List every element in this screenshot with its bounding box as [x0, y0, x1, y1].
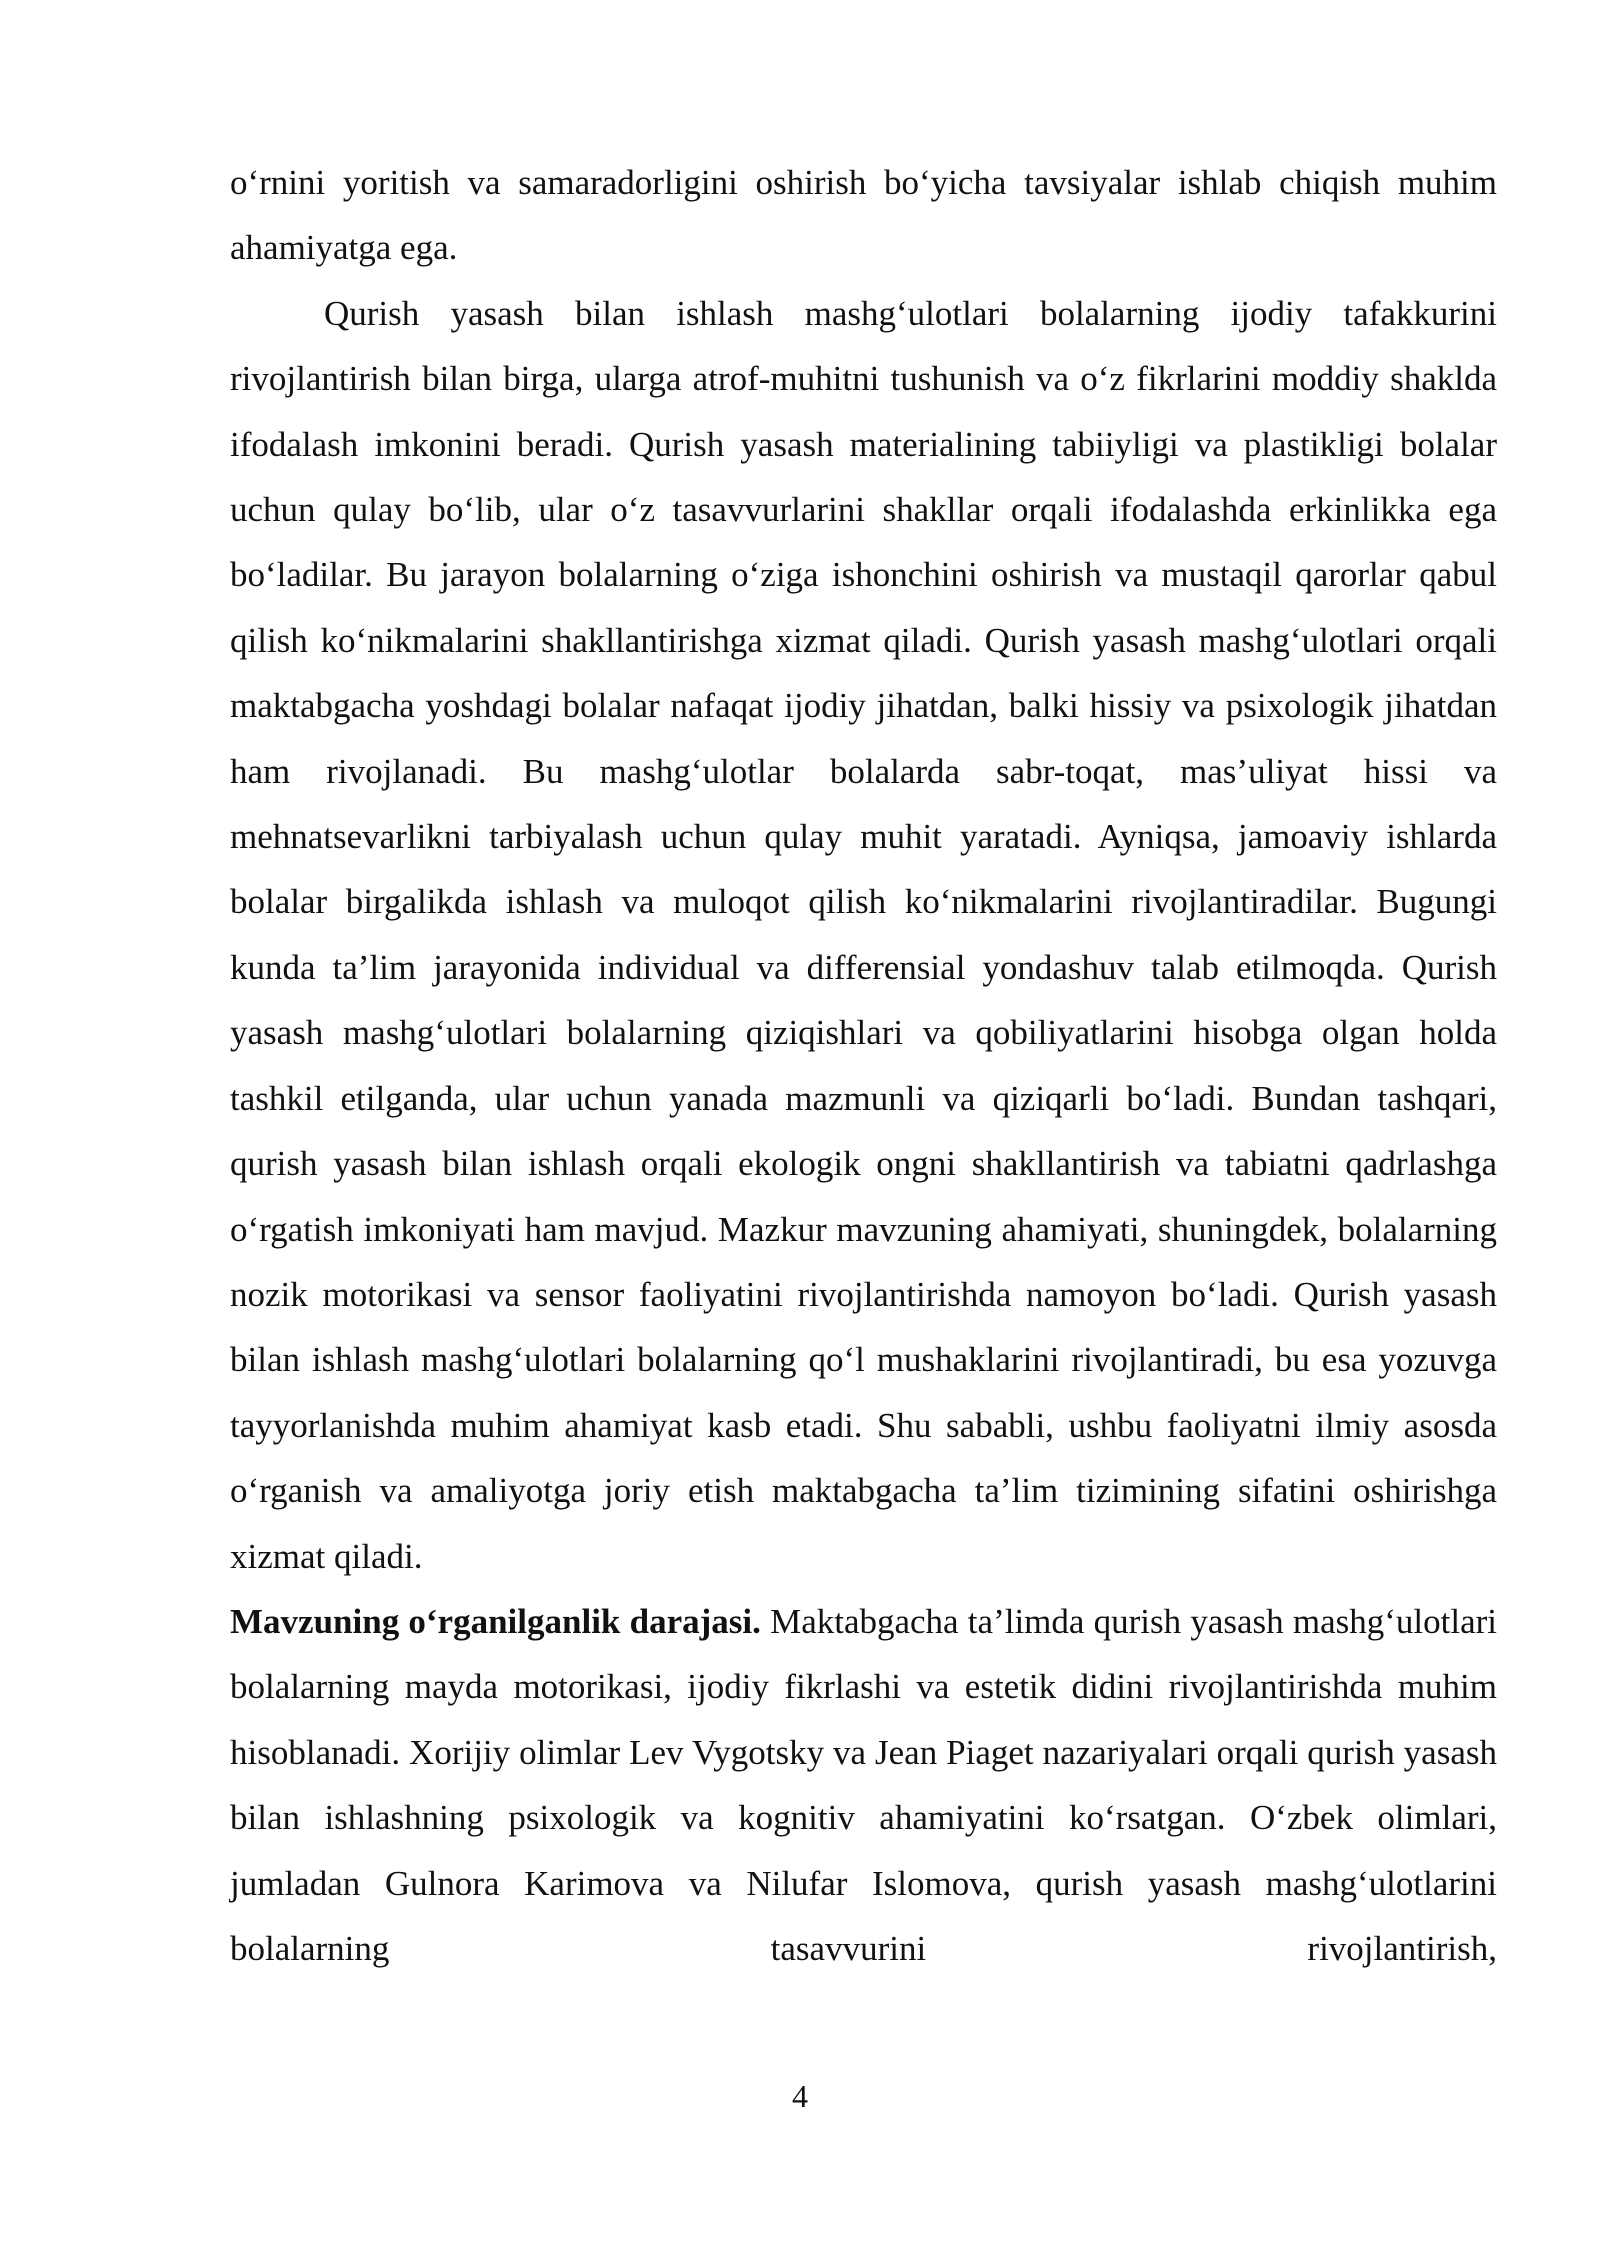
document-page: [230, 150, 1497, 1981]
paragraph-intro: o‘rnini yoritish va samaradorligini oshirish bo‘yicha tavsiyalar ishlab chiqish muhim ahamiyatga ega.: [230, 163, 1497, 268]
section-body-text: Maktabgacha ta’limda qurish yasash mashg‘ulotlari bolalarning mayda motorikasi, ijodiy fikrlashi va estetik didini rivojlantirishda muhim hisoblanadi. Xorijiy olimlar Lev Vygotsky va Jean Piaget nazariyalari orqali qurish yasash bilan ishlashning psixologik va kognitiv ahamiyatini ko‘rsatgan. O‘zbek olimlari, jumladan Gulnora Karimova va Nilufar Islomova, qurish yasash mashg‘ulotlarini bolalarning tasavvurini rivojlantirish,: [230, 1601, 1498, 1968]
section-heading: Mavzuning o‘rganilganlik darajasi.: [230, 1601, 761, 1641]
page-number: 4: [792, 2078, 808, 2114]
paragraph-literature-review: [230, 1589, 1497, 1981]
paragraph-main: Qurish yasash bilan ishlash mashg‘ulotlari bolalarning ijodiy tafakkurini rivojlantirish bilan birga, ularga atrof-muhitni tushunish va o‘z fikrlarini moddiy shaklda ifodalash imkonini beradi. Qurish yasash materialining tabiiyligi va plastikligi bolalar uchun qulay bo‘lib, ular o‘z tasavvurlarini shakllar orqali ifodalashda erkinlikka ega bo‘ladilar. Bu jarayon bolalarning o‘ziga ishonchini oshirish va mustaqil qarorlar qabul qilish ko‘nikmalarini shakllantirishga xizmat qiladi. Qurish yasash mashg‘ulotlari orqali maktabgacha yoshdagi bolalar nafaqat ijodiy jihatdan, balki hissiy va psixologik jihatdan ham rivojlanadi. Bu mashg‘ulotlar bolalarda sabr-toqat, mas’uliyat hissi va mehnatsevarlikni tarbiyalash uchun qulay muhit yaratadi. Ayniqsa, jamoaviy ishlarda bolalar birgalikda ishlash va muloqot qilish ko‘nikmalarini rivojlantiradilar. Bugungi kunda ta’lim jarayonida individual va differensial yondashuv talab etilmoqda. Qurish yasash mashg‘ulotlari bolalarning qiziqishlari va qobiliyatlarini hisobga olgan holda tashkil etilganda, ular uchun yanada mazmunli va qiziqarli bo‘ladi. Bundan tashqari, qurish yasash bilan ishlash orqali ekologik ongni shakllantirish va tabiatni qadrlashga o‘rgatish imkoniyati ham mavjud. Mazkur mavzuning ahamiyati, shuningdek, bolalarning nozik motorikasi va sensor faoliyatini rivojlantirishda namoyon bo‘ladi. Qurish yasash bilan ishlash mashg‘ulotlari bolalarning qo‘l mushaklarini rivojlantiradi, bu esa yozuvga tayyorlanishda muhim ahamiyat kasb etadi. Shu sababli, ushbu faoliyatni ilmiy asosda o‘rganish va amaliyotga joriy etish maktabgacha ta’lim tizimining sifatini oshirishga xizmat qiladi.: [230, 293, 1497, 1576]
